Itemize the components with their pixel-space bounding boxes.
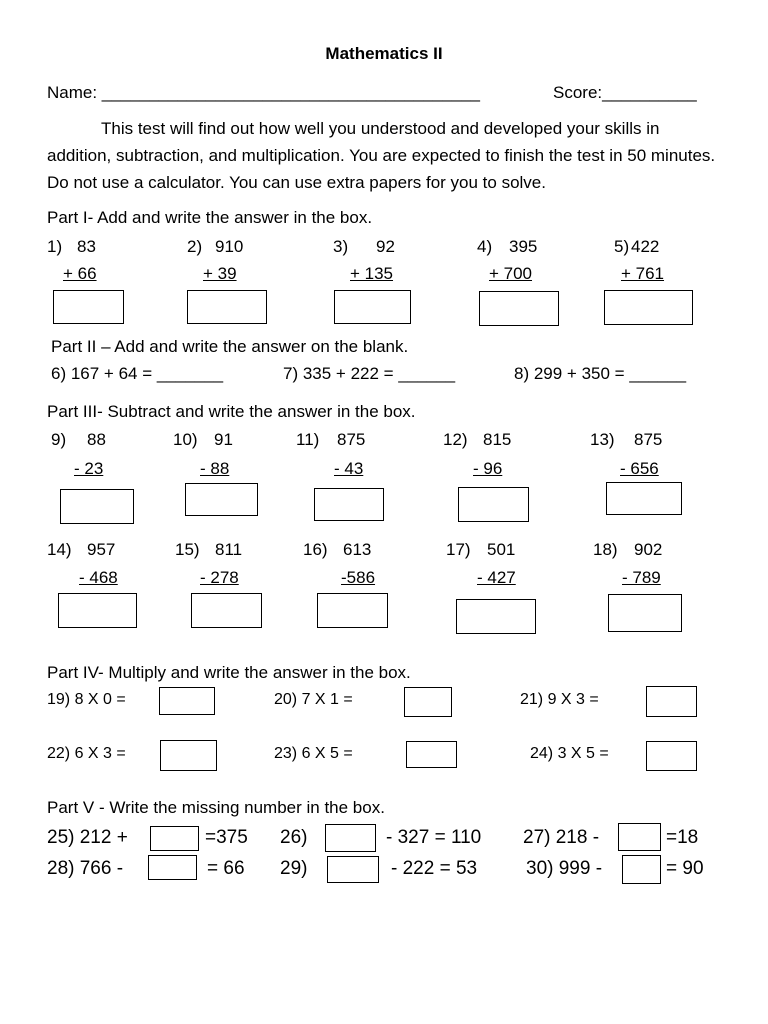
problem-number: 2) bbox=[187, 237, 203, 256]
multiply-item-23: 23) 6 X 5 = bbox=[274, 745, 353, 762]
answer-box-26[interactable] bbox=[325, 824, 376, 852]
answer-box-18[interactable] bbox=[608, 594, 682, 632]
problem-operation: + 66 bbox=[63, 264, 97, 283]
answer-box-9[interactable] bbox=[60, 489, 134, 524]
problem-top-operand: 91 bbox=[214, 430, 233, 449]
missing-item-26-right: - 327 = 110 bbox=[386, 827, 482, 848]
answer-box-25[interactable] bbox=[150, 826, 199, 851]
answer-box-20[interactable] bbox=[404, 687, 452, 717]
problem-top-operand: 815 bbox=[483, 430, 512, 449]
problem-number: 1) bbox=[47, 237, 63, 256]
problem-number: 17) bbox=[446, 540, 471, 559]
problem-operation: + 761 bbox=[621, 264, 665, 283]
problem-number: 9) bbox=[51, 430, 67, 449]
fill-blank-7[interactable]: 7) 335 + 222 = ______ bbox=[283, 364, 456, 383]
multiply-item-24: 24) 3 X 5 = bbox=[530, 745, 609, 762]
answer-box-27[interactable] bbox=[618, 823, 661, 851]
instructions-paragraph: This test will find out how well you understood and developed your skills in addition, subtraction, and multiplication. You are expected to finish the test in 50 minutes. Do not use a calculator. You can use extra papers for you to solve. bbox=[47, 119, 716, 192]
problem-operation: + 39 bbox=[203, 264, 237, 283]
problem-operation: - 88 bbox=[200, 459, 230, 478]
answer-box-19[interactable] bbox=[159, 687, 215, 715]
answer-box-3[interactable] bbox=[334, 290, 411, 324]
part2-heading: Part II – Add and write the answer on the blank. bbox=[51, 337, 409, 356]
problem-top-operand: 395 bbox=[509, 237, 538, 256]
answer-box-15[interactable] bbox=[191, 593, 262, 628]
part1-heading: Part I- Add and write the answer in the box. bbox=[47, 208, 373, 227]
problem-number: 10) bbox=[173, 430, 198, 449]
problem-top-operand: 88 bbox=[87, 430, 106, 449]
answer-box-30[interactable] bbox=[622, 855, 661, 884]
problem-number: 3) bbox=[333, 237, 349, 256]
answer-box-16[interactable] bbox=[317, 593, 388, 628]
missing-item-26-left: 26) bbox=[280, 827, 308, 848]
fill-blank-8[interactable]: 8) 299 + 350 = ______ bbox=[514, 364, 687, 383]
problem-top-operand: 875 bbox=[337, 430, 366, 449]
problem-operation: + 700 bbox=[489, 264, 533, 283]
multiply-item-21: 21) 9 X 3 = bbox=[520, 691, 599, 708]
problem-top-operand: 613 bbox=[343, 540, 372, 559]
problem-top-operand: 910 bbox=[215, 237, 244, 256]
answer-box-22[interactable] bbox=[160, 740, 217, 771]
problem-top-operand: 92 bbox=[376, 237, 395, 256]
problem-top-operand: 811 bbox=[215, 540, 243, 559]
answer-box-5[interactable] bbox=[604, 290, 693, 325]
problem-number: 11) bbox=[296, 430, 320, 449]
multiply-item-20: 20) 7 X 1 = bbox=[274, 691, 353, 708]
problem-top-operand: 83 bbox=[77, 237, 96, 256]
answer-box-21[interactable] bbox=[646, 686, 697, 717]
answer-box-10[interactable] bbox=[185, 483, 258, 516]
problem-number: 4) bbox=[477, 237, 493, 256]
problem-top-operand: 422 bbox=[631, 237, 660, 256]
problem-number: 12) bbox=[443, 430, 468, 449]
missing-item-29-left: 29) bbox=[280, 858, 308, 879]
answer-box-14[interactable] bbox=[58, 593, 137, 628]
problem-number: 15) bbox=[175, 540, 200, 559]
part4-heading: Part IV- Multiply and write the answer in the box. bbox=[47, 663, 411, 682]
score-field: Score:__________ bbox=[553, 83, 697, 102]
missing-item-25-left: 25) 212 + bbox=[47, 827, 128, 848]
fill-blank-6[interactable]: 6) 167 + 64 = _______ bbox=[51, 364, 224, 383]
answer-box-24[interactable] bbox=[646, 741, 697, 771]
part3-heading: Part III- Subtract and write the answer in the box. bbox=[47, 402, 416, 421]
problem-number: 16) bbox=[303, 540, 328, 559]
missing-item-25-right: =375 bbox=[205, 827, 248, 848]
answer-box-12[interactable] bbox=[458, 487, 529, 522]
problem-operation: - 96 bbox=[473, 459, 503, 478]
problem-number: 14) bbox=[47, 540, 72, 559]
missing-item-30-right: = 90 bbox=[666, 858, 704, 879]
answer-box-4[interactable] bbox=[479, 291, 559, 326]
problem-number: 13) bbox=[590, 430, 615, 449]
missing-item-30-left: 30) 999 - bbox=[526, 858, 603, 879]
problem-operation: - 427 bbox=[477, 568, 516, 587]
missing-item-27-left: 27) 218 - bbox=[523, 827, 600, 848]
multiply-item-19: 19) 8 X 0 = bbox=[47, 691, 126, 708]
problem-top-operand: 957 bbox=[87, 540, 116, 559]
answer-box-1[interactable] bbox=[53, 290, 124, 324]
missing-item-29-right: - 222 = 53 bbox=[391, 858, 478, 879]
answer-box-11[interactable] bbox=[314, 488, 384, 521]
answer-box-29[interactable] bbox=[327, 856, 379, 883]
answer-box-28[interactable] bbox=[148, 855, 197, 880]
problem-operation: - 468 bbox=[79, 568, 118, 587]
problem-top-operand: 875 bbox=[634, 430, 663, 449]
problem-operation: - 789 bbox=[622, 568, 661, 587]
page-title: Mathematics II bbox=[325, 44, 443, 63]
missing-item-27-right: =18 bbox=[666, 827, 699, 848]
problem-top-operand: 902 bbox=[634, 540, 663, 559]
multiply-item-22: 22) 6 X 3 = bbox=[47, 745, 126, 762]
answer-box-23[interactable] bbox=[406, 741, 457, 768]
problem-number: 5) bbox=[614, 237, 630, 256]
missing-item-28-left: 28) 766 - bbox=[47, 858, 124, 879]
answer-box-13[interactable] bbox=[606, 482, 682, 515]
problem-operation: - 23 bbox=[74, 459, 104, 478]
name-field: Name: ________________________________________ bbox=[47, 83, 480, 102]
problem-operation: -586 bbox=[341, 568, 376, 587]
missing-item-28-right: = 66 bbox=[207, 858, 245, 879]
part5-heading: Part V - Write the missing number in the box. bbox=[47, 798, 385, 817]
problem-operation: + 135 bbox=[350, 264, 394, 283]
problem-operation: - 43 bbox=[334, 459, 364, 478]
answer-box-2[interactable] bbox=[187, 290, 267, 324]
problem-number: 18) bbox=[593, 540, 618, 559]
problem-operation: - 278 bbox=[200, 568, 239, 587]
problem-operation: - 656 bbox=[620, 459, 659, 478]
answer-box-17[interactable] bbox=[456, 599, 536, 634]
problem-top-operand: 501 bbox=[487, 540, 516, 559]
